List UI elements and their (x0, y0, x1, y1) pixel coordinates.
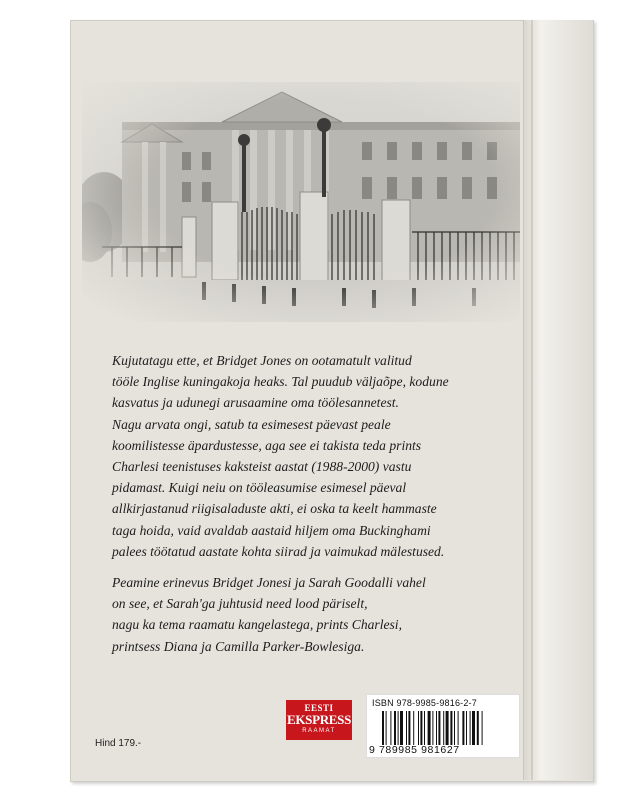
barcode-bar (462, 711, 464, 745)
blurb-line: tööle Inglise kuningakoja heaks. Tal puudub väljaõpe, kodune (112, 374, 449, 390)
blurb-line: taga hoida, vaid avaldab aastaid hiljem oma Buckinghami (112, 522, 431, 538)
book-spine (523, 20, 593, 780)
barcode-bar (394, 711, 396, 745)
barcode-bar (420, 711, 422, 745)
barcode-bar (450, 711, 452, 745)
barcode-bar (418, 711, 419, 745)
logo-line-1: EESTI (304, 703, 334, 713)
barcode-bar (398, 711, 399, 745)
logo-line-3: RAAMAT (302, 728, 336, 734)
barcode-bar (477, 711, 479, 745)
barcode-bar (386, 711, 387, 745)
blurb-text (112, 350, 532, 657)
blurb-line: Charlesi teenistuses kaksteist aastat (1988-2000) vastu (112, 459, 412, 475)
barcode-bar (446, 711, 449, 745)
blurb-line: allkirjastanud riigisaladuste akti, ei oska ta keelt hammaste (112, 501, 437, 517)
barcode-bar (382, 711, 384, 745)
barcode-bar (436, 711, 437, 745)
price-label: Hind 179.- (95, 738, 142, 749)
barcode-bar (424, 711, 425, 745)
barcode-bar (454, 711, 455, 745)
barcode-number: 9 789985 981627 (369, 744, 460, 756)
barcode-bar (458, 711, 459, 745)
barcode-bar (472, 711, 475, 745)
barcode-bar (400, 711, 403, 745)
barcode-bar (466, 711, 467, 745)
blurb-line: on see, et Sarah'ga juhtusid need lood päriselt, (112, 596, 368, 612)
barcode (382, 711, 512, 747)
publisher-logo (286, 700, 352, 740)
blurb-line: koomilistesse äpardustesse, aga see ei takista teda prints (112, 437, 422, 453)
barcode-bar (432, 711, 433, 745)
blurb-line: Nagu arvata ongi, satub ta esimesest päevast peale (112, 416, 391, 432)
barcode-bar (406, 711, 407, 745)
palace-photo (82, 82, 520, 322)
barcode-bar (408, 711, 410, 745)
barcode-bar (470, 711, 471, 745)
blurb-line: pidamast. Kuigi neiu on tööleasumise esimesel päeval (112, 480, 407, 496)
blurb-paragraph-1 (112, 350, 532, 562)
blurb-line: Kujutatagu ette, et Bridget Jones on ootamatult valitud (112, 353, 412, 368)
blurb-paragraph-2 (112, 572, 532, 657)
barcode-bar (443, 711, 444, 745)
barcode-bar (413, 711, 414, 745)
blurb-line: kasvatus ja udunegi arusaamine oma töölesannetest. (112, 395, 399, 411)
barcode-bar (390, 711, 391, 745)
logo-line-2: EKSPRESS (286, 712, 352, 727)
isbn-label: ISBN 978-9985-9816-2-7 (372, 698, 477, 708)
barcode-bar (438, 711, 440, 745)
blurb-line: Peamine erinevus Bridget Jonesi ja Sarah Goodalli vahel (112, 575, 426, 591)
barcode-bar (482, 711, 483, 745)
blurb-line: palees töötatud aastate kohta siirad ja vaimukad mälestused. (112, 543, 445, 559)
blurb-line: printsess Diana ja Camilla Parker-Bowlesiga. (112, 638, 365, 654)
barcode-bar (428, 711, 431, 745)
blurb-line: nagu ka tema raamatu kangelastega, prints Charlesi, (112, 617, 402, 633)
